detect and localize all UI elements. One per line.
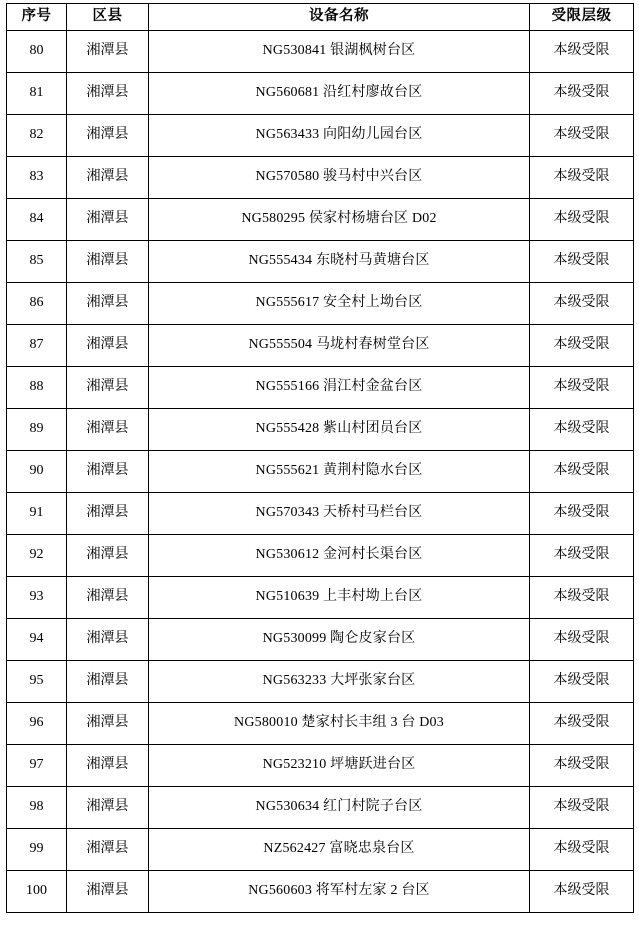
table-row: [7, 115, 634, 157]
cell-level: 本级受限: [530, 199, 634, 241]
cell-level: 本级受限: [530, 493, 634, 535]
cell-county: 湘潭县: [67, 241, 149, 283]
cell-device: NG580010 楚家村长丰组 3 台 D03: [149, 703, 530, 745]
cell-level: 本级受限: [530, 577, 634, 619]
cell-index: 98: [7, 787, 67, 829]
column-header-device: 设备名称: [149, 4, 530, 31]
cell-device: NG563233 大坪张家台区: [149, 661, 530, 703]
table-row: [7, 241, 634, 283]
cell-county: 湘潭县: [67, 73, 149, 115]
cell-index: 85: [7, 241, 67, 283]
table-row: [7, 535, 634, 577]
cell-device: NG530841 银湖枫树台区: [149, 31, 530, 73]
table-row: [7, 283, 634, 325]
cell-index: 95: [7, 661, 67, 703]
cell-device: NG555617 安全村上坳台区: [149, 283, 530, 325]
cell-county: 湘潭县: [67, 325, 149, 367]
cell-county: 湘潭县: [67, 157, 149, 199]
cell-device: NG560603 将军村左家 2 台区: [149, 871, 530, 913]
cell-device: NG555504 马垅村春树堂台区: [149, 325, 530, 367]
table-row: [7, 661, 634, 703]
table-row: [7, 199, 634, 241]
cell-level: 本级受限: [530, 283, 634, 325]
table-row: [7, 493, 634, 535]
cell-county: 湘潭县: [67, 493, 149, 535]
cell-level: 本级受限: [530, 73, 634, 115]
table-row: [7, 451, 634, 493]
cell-level: 本级受限: [530, 829, 634, 871]
cell-level: 本级受限: [530, 535, 634, 577]
cell-county: 湘潭县: [67, 367, 149, 409]
table-row: [7, 367, 634, 409]
table-row: [7, 577, 634, 619]
cell-index: 84: [7, 199, 67, 241]
cell-index: 80: [7, 31, 67, 73]
cell-index: 100: [7, 871, 67, 913]
cell-county: 湘潭县: [67, 409, 149, 451]
cell-level: 本级受限: [530, 409, 634, 451]
cell-level: 本级受限: [530, 703, 634, 745]
cell-level: 本级受限: [530, 325, 634, 367]
cell-county: 湘潭县: [67, 535, 149, 577]
cell-county: 湘潭县: [67, 619, 149, 661]
cell-device: NG563433 向阳幼儿园台区: [149, 115, 530, 157]
cell-device: NG580295 侯家村杨塘台区 D02: [149, 199, 530, 241]
cell-index: 89: [7, 409, 67, 451]
cell-device: NG570580 骏马村中兴台区: [149, 157, 530, 199]
cell-index: 90: [7, 451, 67, 493]
table-header: [7, 4, 634, 31]
table-header-row: [7, 4, 634, 31]
cell-device: NG510639 上丰村坳上台区: [149, 577, 530, 619]
cell-index: 88: [7, 367, 67, 409]
cell-index: 86: [7, 283, 67, 325]
cell-county: 湘潭县: [67, 31, 149, 73]
cell-county: 湘潭县: [67, 451, 149, 493]
table-row: [7, 703, 634, 745]
cell-county: 湘潭县: [67, 577, 149, 619]
cell-level: 本级受限: [530, 451, 634, 493]
cell-index: 93: [7, 577, 67, 619]
column-header-level: 受限层级: [530, 4, 634, 31]
table-row: [7, 871, 634, 913]
cell-level: 本级受限: [530, 745, 634, 787]
cell-device: NZ562427 富晓忠泉台区: [149, 829, 530, 871]
cell-device: NG523210 坪塘跃进台区: [149, 745, 530, 787]
table-row: [7, 745, 634, 787]
table-row: [7, 31, 634, 73]
cell-county: 湘潭县: [67, 661, 149, 703]
table-row: [7, 409, 634, 451]
cell-level: 本级受限: [530, 115, 634, 157]
cell-device: NG555166 涓江村金盆台区: [149, 367, 530, 409]
cell-county: 湘潭县: [67, 829, 149, 871]
column-header-county: 区县: [67, 4, 149, 31]
cell-county: 湘潭县: [67, 199, 149, 241]
cell-level: 本级受限: [530, 787, 634, 829]
cell-index: 83: [7, 157, 67, 199]
restricted-devices-table: [6, 3, 634, 913]
cell-level: 本级受限: [530, 367, 634, 409]
cell-county: 湘潭县: [67, 703, 149, 745]
table-row: [7, 157, 634, 199]
cell-device: NG555428 紫山村团员台区: [149, 409, 530, 451]
cell-device: NG555434 东晓村马黄塘台区: [149, 241, 530, 283]
cell-county: 湘潭县: [67, 115, 149, 157]
cell-device: NG570343 天桥村马栏台区: [149, 493, 530, 535]
cell-county: 湘潭县: [67, 745, 149, 787]
cell-device: NG555621 黄荆村隐水台区: [149, 451, 530, 493]
table-body: [7, 31, 634, 913]
table-row: [7, 325, 634, 367]
table-row: [7, 73, 634, 115]
document-page: [0, 3, 639, 927]
cell-index: 92: [7, 535, 67, 577]
cell-index: 99: [7, 829, 67, 871]
cell-device: NG530634 红门村院子台区: [149, 787, 530, 829]
column-header-index: 序号: [7, 4, 67, 31]
cell-index: 87: [7, 325, 67, 367]
table-row: [7, 829, 634, 871]
cell-index: 82: [7, 115, 67, 157]
cell-level: 本级受限: [530, 157, 634, 199]
table-row: [7, 787, 634, 829]
cell-index: 97: [7, 745, 67, 787]
cell-county: 湘潭县: [67, 787, 149, 829]
cell-county: 湘潭县: [67, 871, 149, 913]
cell-county: 湘潭县: [67, 283, 149, 325]
cell-index: 94: [7, 619, 67, 661]
cell-index: 91: [7, 493, 67, 535]
cell-level: 本级受限: [530, 241, 634, 283]
cell-index: 96: [7, 703, 67, 745]
cell-device: NG530612 金河村长渠台区: [149, 535, 530, 577]
cell-device: NG530099 陶仑皮家台区: [149, 619, 530, 661]
cell-level: 本级受限: [530, 619, 634, 661]
cell-level: 本级受限: [530, 31, 634, 73]
cell-level: 本级受限: [530, 661, 634, 703]
cell-device: NG560681 沿红村廖故台区: [149, 73, 530, 115]
cell-level: 本级受限: [530, 871, 634, 913]
cell-index: 81: [7, 73, 67, 115]
table-row: [7, 619, 634, 661]
